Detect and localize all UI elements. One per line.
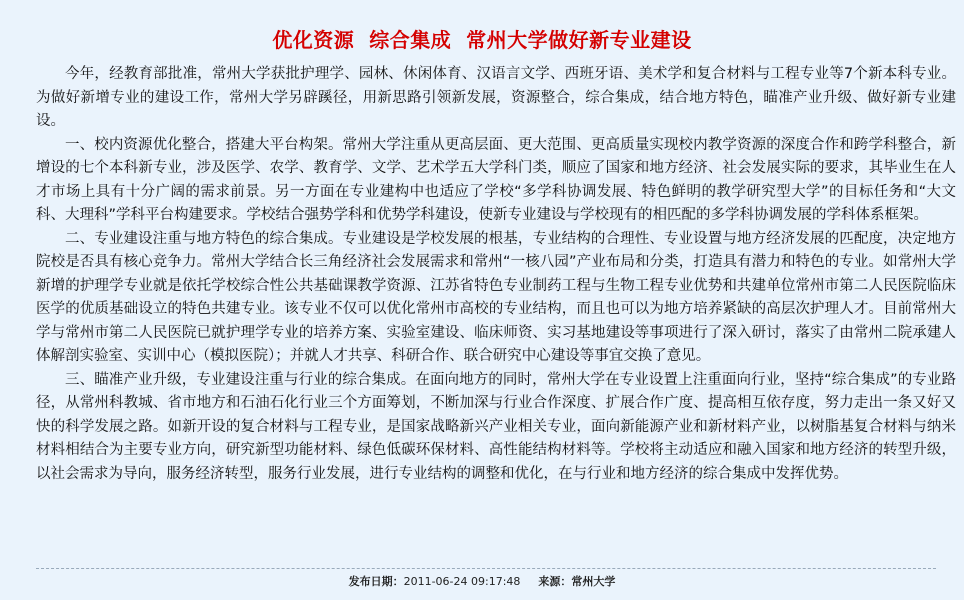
article-paragraph: 三、瞄准产业升级，专业建设注重与行业的综合集成。在面向地方的同时，常州大学在专业设置上注重面向行业，坚持“综合集成”的专业路径，从常州科教城、省市地方和石油石化行业三个方面筹划，不断加深与行业合作深度、扩展合作广度、提高相互依存度，努力走出一条又好又快的科学发展之路。如新开设的复合材料与工程专业，是国家战略新兴产业相关专业，面向新能源产业和新材料产业，以树脂基复合材料与纳米材料相结合为主要专业方向，研究新型功能材料、绿色低碳环保材料、高性能结构材料等。学校将主动适应和融入国家和地方经济的转型升级，以社会需求为导向，服务经济转型，服务行业发展，进行专业结构的调整和优化，在与行业和地方经济的综合集成中发挥优势。 bbox=[36, 371, 956, 482]
source-label: 来源： bbox=[538, 575, 572, 588]
article-body bbox=[36, 63, 956, 486]
footer-divider bbox=[36, 568, 936, 569]
article-meta bbox=[0, 574, 964, 590]
article-paragraph: 二、专业建设注重与地方特色的综合集成。专业建设是学校发展的根基，专业结构的合理性、专业设置与地方经济发展的匹配度，决定地方院校是否具有核心竞争力。常州大学结合长三角经济社会发展需求和常州“一核八园”产业布局和分类，打造具有潜力和特色的专业。如常州大学新增的护理学专业就是依托学校综合性公共基础课教学资源、江苏省特色专业制药工程与生物工程专业优势和共建单位常州市第二人民医院临床医学的优质基础设立的特色共建专业。该专业不仅可以优化常州市高校的专业结构，而且也可以为地方培养紧缺的高层次护理人才。目前常州大学与常州市第二人民医院已就护理学专业的培养方案、实验室建设、临床师资、实习基地建设等事项进行了深入研讨，落实了由常州二院承建人体解剖实验室、实训中心（模拟医院）；并就人才共享、科研合作、联合研究中心建设等事宜交换了意见。 bbox=[36, 230, 956, 364]
article-title: 优化资源 综合集成 常州大学做好新专业建设 bbox=[272, 28, 692, 53]
publish-date-label: 发布日期： bbox=[348, 575, 404, 588]
publish-date-value: 2011-06-24 09:17:48 bbox=[403, 575, 521, 588]
source-value: 常州大学 bbox=[571, 575, 616, 588]
article-paragraph: 今年，经教育部批准，常州大学获批护理学、园林、休闲体育、汉语言文学、西班牙语、美术学和复合材料与工程专业等7个新本科专业。为做好新增专业的建设工作，常州大学另辟蹊径，用新思路引领新发展，资源整合，综合集成，结合地方特色，瞄准产业升级、做好新专业建设。 bbox=[36, 66, 956, 129]
article-paragraph: 一、校内资源优化整合，搭建大平台构架。常州大学注重从更高层面、更大范围、更高质量实现校内教学资源的深度合作和跨学科整合，新增设的七个本科新专业，涉及医学、农学、教育学、文学、艺术学五大学科门类，顺应了国家和地方经济、社会发展实际的要求，其毕业生在人才市场上具有十分广阔的需求前景。另一方面在专业建构中也适应了学校“多学科协调发展、特色鲜明的教学研究型大学”的目标任务和“大文科、大理科”学科平台构建要求。学校结合强势学科和优势学科建设，使新专业建设与学校现有的相匹配的多学科协调发展的学科体系框架。 bbox=[36, 136, 956, 223]
